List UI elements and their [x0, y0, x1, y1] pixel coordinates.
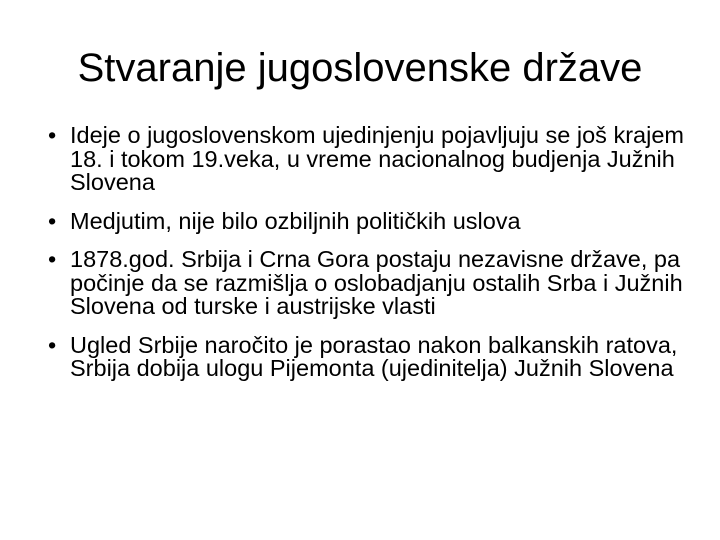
- bullet-text: Ideje o jugoslovenskom ujedinjenju pojavljuju se još krajem 18. i tokom 19.veka, u vreme nacionalnog budjenja Južnih Slovena: [70, 122, 684, 195]
- bullet-text: Ugled Srbije naročito je porastao nakon balkanskih ratova, Srbija dobija ulogu Pijemonta (ujedinitelja) Južnih Slovena: [70, 331, 678, 381]
- bullet-list: [48, 124, 698, 396]
- bullet-item: [48, 207, 698, 234]
- bullet-marker: •: [48, 246, 57, 272]
- slide-title: Stvaranje jugoslovenske države: [77, 46, 643, 90]
- bullet-text: Medjutim, nije bilo ozbiljnih političkih uslova: [70, 207, 521, 234]
- bullet-item: [48, 248, 698, 319]
- bullet-item: [48, 124, 698, 195]
- bullet-marker: •: [48, 207, 57, 234]
- bullet-text: 1878.god. Srbija i Crna Gora postaju nezavisne države, pa počinje da se razmišlja o oslobadjanju ostalih Srba i Južnih Slovena od turske i austrijske vlasti: [70, 246, 683, 319]
- bullet-marker: •: [48, 331, 57, 358]
- bullet-marker: •: [48, 122, 57, 148]
- bullet-item: [48, 331, 698, 381]
